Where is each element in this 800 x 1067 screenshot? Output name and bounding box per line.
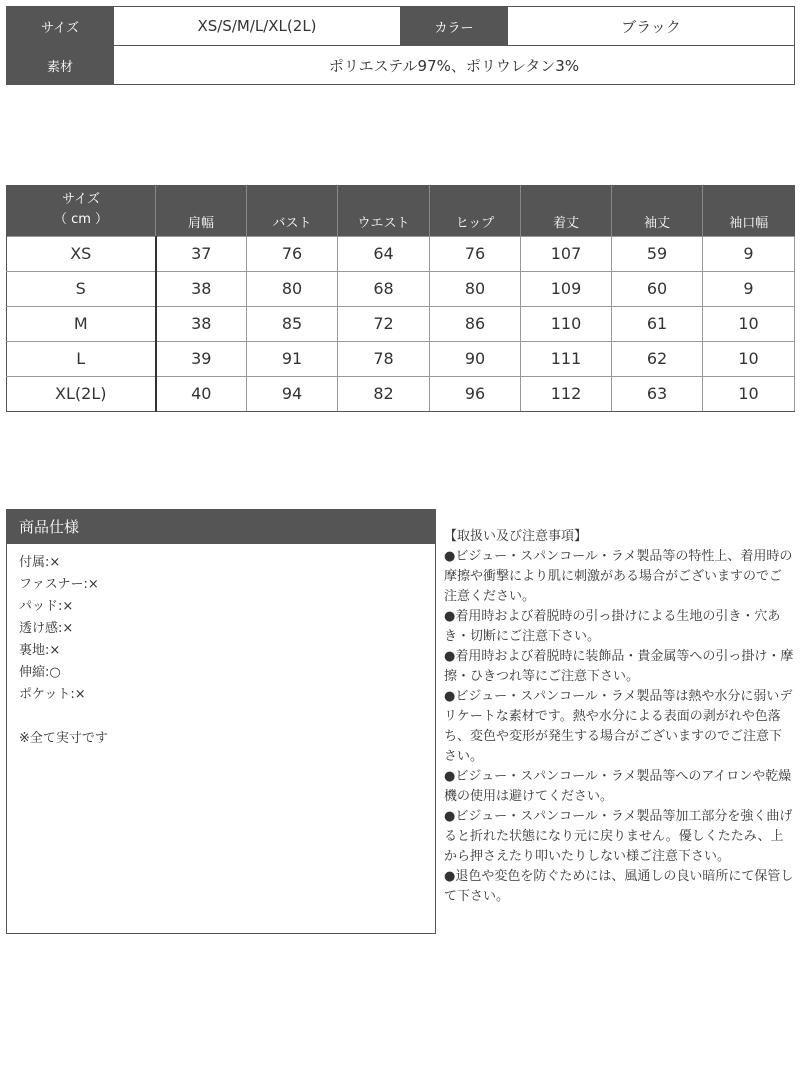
spec-table [6,6,795,85]
value-cell: 60 [612,271,703,306]
size-chart-header-row [7,185,795,236]
spec-item-pad: パッド:× [19,599,74,614]
value-cell: 109 [521,271,612,306]
care-item: ●着用時および着脱時の引っ掛けによる生地の引き・穴あき・切断にご注意下さい。 [444,609,781,644]
material-value: ポリエステル97%、ポリウレタン3% [114,46,795,85]
value-cell: 38 [156,306,247,341]
value-cell: 61 [612,306,703,341]
spec-item-lining: 裏地:× [19,643,61,658]
value-cell: 72 [338,306,430,341]
value-cell: 110 [521,306,612,341]
value-cell: 111 [521,341,612,376]
care-item: ●ビジュー・スパンコール・ラメ製品等は熱や水分に弱いデリケートな素材です。熱や水分による表面の剥がれや色落ち、変色や変形が発生する場合がございますのでご注意下さい。 [444,689,793,764]
size-cell: S [7,271,156,306]
care-item: ●ビジュー・スパンコール・ラメ製品等の特性上、着用時の摩擦や衝撃により肌に刺激がある場合がございますのでご注意ください。 [444,549,793,604]
corner-line-1: サイズ [62,192,100,208]
table-row [7,271,795,306]
care-item: ●ビジュー・スパンコール・ラメ製品等へのアイロンや乾燥機の使用は避けてください。 [444,769,792,804]
size-cell: XS [7,236,156,271]
value-cell: 96 [430,376,521,411]
header-shoulder: 肩幅 [156,185,247,236]
size-label: サイズ [7,7,114,46]
product-spec-list [7,544,435,706]
value-cell: 39 [156,341,247,376]
value-cell: 107 [521,236,612,271]
size-cell: XL(2L) [7,376,156,411]
size-chart-corner [7,185,156,236]
spec-row-size-color [7,7,795,46]
header-cuff: 袖口幅 [703,185,795,236]
value-cell: 10 [703,306,795,341]
care-title: 【取扱い及び注意事項】 [444,529,588,544]
table-row [7,376,795,411]
color-label: カラー [401,7,508,46]
value-cell: 85 [247,306,338,341]
table-row [7,341,795,376]
spec-item-accessory: 付属:× [19,555,61,570]
value-cell: 78 [338,341,430,376]
value-cell: 68 [338,271,430,306]
value-cell: 40 [156,376,247,411]
corner-line-2: （ cm ） [53,212,109,228]
value-cell: 10 [703,376,795,411]
value-cell: 94 [247,376,338,411]
measurement-note: ※全て実寸です [19,731,108,746]
material-label: 素材 [7,46,114,85]
care-item: ●退色や変色を防ぐためには、風通しの良い暗所にて保管して下さい。 [444,869,794,904]
value-cell: 9 [703,236,795,271]
table-row [7,236,795,271]
value-cell: 62 [612,341,703,376]
size-value: XS/S/M/L/XL(2L) [114,7,401,46]
size-chart-table [6,185,795,412]
care-item: ●着用時および着脱時に装飾品・貴金属等への引っ掛け・摩擦・ひきつれ等にご注意下さい。 [444,649,794,684]
value-cell: 112 [521,376,612,411]
spec-row-material [7,46,795,85]
value-cell: 76 [247,236,338,271]
care-item: ●ビジュー・スパンコール・ラメ製品等加工部分を強く曲げると折れた状態になり元に戻りません。優しくたたみ、上から押さえたり叩いたりしない様ご注意下さい。 [444,809,793,864]
product-spec-box [6,509,436,934]
value-cell: 86 [430,306,521,341]
value-cell: 63 [612,376,703,411]
value-cell: 64 [338,236,430,271]
value-cell: 76 [430,236,521,271]
size-cell: L [7,341,156,376]
value-cell: 9 [703,271,795,306]
value-cell: 82 [338,376,430,411]
value-cell: 37 [156,236,247,271]
header-bust: バスト [247,185,338,236]
value-cell: 80 [430,271,521,306]
header-waist: ウエスト [338,185,430,236]
value-cell: 10 [703,341,795,376]
spec-item-pocket: ポケット:× [19,687,86,702]
value-cell: 80 [247,271,338,306]
value-cell: 91 [247,341,338,376]
spec-item-stretch: 伸縮:○ [19,665,61,680]
value-cell: 38 [156,271,247,306]
color-value: ブラック [508,7,795,46]
header-sleeve: 袖丈 [612,185,703,236]
header-length: 着丈 [521,185,612,236]
value-cell: 90 [430,341,521,376]
spec-item-zipper: ファスナー:× [19,577,99,592]
product-spec-title: 商品仕様 [7,510,435,544]
header-hip: ヒップ [430,185,521,236]
size-cell: M [7,306,156,341]
value-cell: 59 [612,236,703,271]
spec-item-sheerness: 透け感:× [19,621,74,636]
table-row [7,306,795,341]
care-instructions [444,527,794,907]
